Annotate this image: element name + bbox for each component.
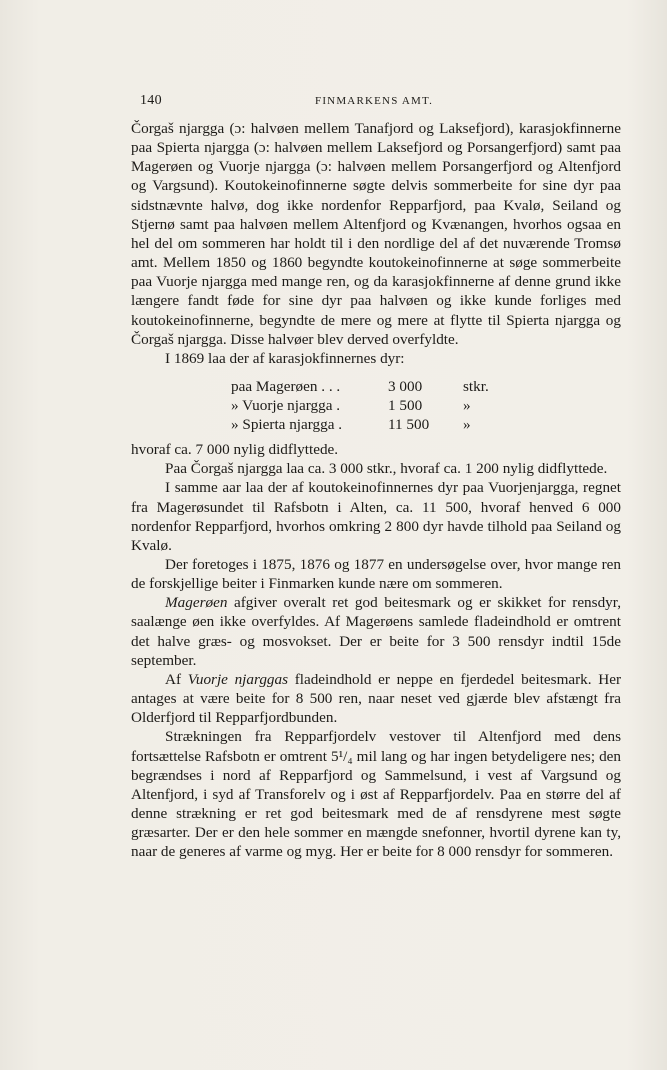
table-row <box>231 377 489 396</box>
table-cell-amount: 11 500 <box>388 416 430 434</box>
table-row <box>231 396 489 415</box>
paragraph-5: I samme aar laa der af koutokeinofinnernes dyr paa Vuorjenjargga, regnet fra Magerøsundet til Rafsbotn i Alten, ca. 11 500, hvoraf henved 6 000 nordenfor Repparfjord, hvorhos omkring 2 800 dyr havde tilhold paa Seiland og Kvalø. <box>131 479 621 554</box>
body-text <box>131 119 621 861</box>
table-cell-place: » Vuorje njargga . <box>231 397 341 415</box>
running-head <box>140 93 630 113</box>
table-cell-place: » Spierta njargga . <box>231 416 343 434</box>
table-cell-unit: » <box>463 416 471 434</box>
table-cell-unit: stkr. <box>463 378 489 396</box>
place-name-mageroen: Magerøen <box>165 594 228 612</box>
paragraph-6: Der foretoges i 1875, 1876 og 1877 en undersøgelse over, hvor mange ren de forskjellige beiter i Finmarken kunde nære om sommeren. <box>131 555 621 593</box>
paragraph-8-prefix: Af <box>165 670 188 688</box>
table-row <box>231 415 489 434</box>
paragraph-7 <box>131 593 621 670</box>
paragraph-7-text: afgiver overalt ret god beitesmark og er skikket for rensdyr, saalænge øen ikke overfyldes. Af Magerøens samlede fladeindhold er omtrent det halve græs- og mosvokset. Der er beite for 3 500 rensdyr indtil 15de september. <box>131 594 621 669</box>
paragraph-4: Paa Čorgaš njargga laa ca. 3 000 stkr., hvoraf ca. 1 200 nylig didflyttede. <box>165 460 608 478</box>
page-number: 140 <box>140 93 162 108</box>
header-title: FINMARKENS AMT. <box>315 95 434 107</box>
paragraph-8-text: fladeindhold er neppe en fjerdedel beitesmark. Her antages at være beite for 8 500 ren, naar neset ved gjærde blev afstængt fra Olderfjord til Repparfjordbunden. <box>131 670 622 727</box>
paragraph-3: hvoraf ca. 7 000 nylig didflyttede. <box>131 441 339 459</box>
reindeer-count-table <box>231 377 489 434</box>
paragraph-2: I 1869 laa der af karasjokfinnernes dyr: <box>165 349 405 367</box>
paragraph-1: Čorgaš njargga (ɔ: halvøen mellem Tanafjord og Laksefjord), karasjokfinnerne paa Spierta njargga (ɔ: halvøen mellem Laksefjord og Porsangerfjord) samt paa Magerøen og Vuorje njargga (ɔ: halvøen mellem Porsangerfjord og Altenfjord og Vargsund). Koutokeinofinnerne søgte delvis sommerbeite for sine dyr paa sidstnævnte halvø, dog ikke nordenfor Repparfjord, paa Kvalø, Seiland og Stjernø samt paa halvøen mellem Altenfjord og Kvænangen, hvorhos ogsaa en hel del om sommeren har holdt til i den nordlige del af det nuværende Tromsø amt. Mellem 1850 og 1860 begyndte koutokeinofinnerne at søge sommerbeite paa Vuorje njargga med mange ren, og da karasjokfinnerne af denne grund ikke længere fandt føde for sine dyr paa halvøen og ikke kunde forliges med koutokeinofinnerne, begyndte de mere og mere at flytte til Spierta njargga og Čorgaš njargga. Disse halvøer blev derved overfyldte. <box>131 120 621 348</box>
table-cell-place: paa Magerøen . . . <box>231 378 341 396</box>
table-cell-amount: 1 500 <box>388 397 423 415</box>
table-cell-unit: » <box>463 397 471 415</box>
place-name-vuorje: Vuorje njarggas <box>187 670 289 688</box>
table-cell-amount: 3 000 <box>388 378 423 396</box>
paragraph-8 <box>131 670 621 727</box>
paragraph-9: Strækningen fra Repparfjordelv vestover til Altenfjord med dens fortsættelse Rafsbotn er omtrent 5¹/₄ mil lang og har ingen betydeligere nes; den begrændses i nord af Repparfjord og Sammelsund, i vest af Vargsund og Altenfjord, i syd af Transforelv og i øst af Repparfjordelv. Paa en større del af denne strækning er ret god beitesmark med de af rensdyrene mest søgte græsarter. Der er den hele sommer en mængde snefonner, hvortil dyrene kan ty, naar de generes af varme og myg. Her er beite for 8 000 rensdyr for sommeren. <box>131 728 621 861</box>
